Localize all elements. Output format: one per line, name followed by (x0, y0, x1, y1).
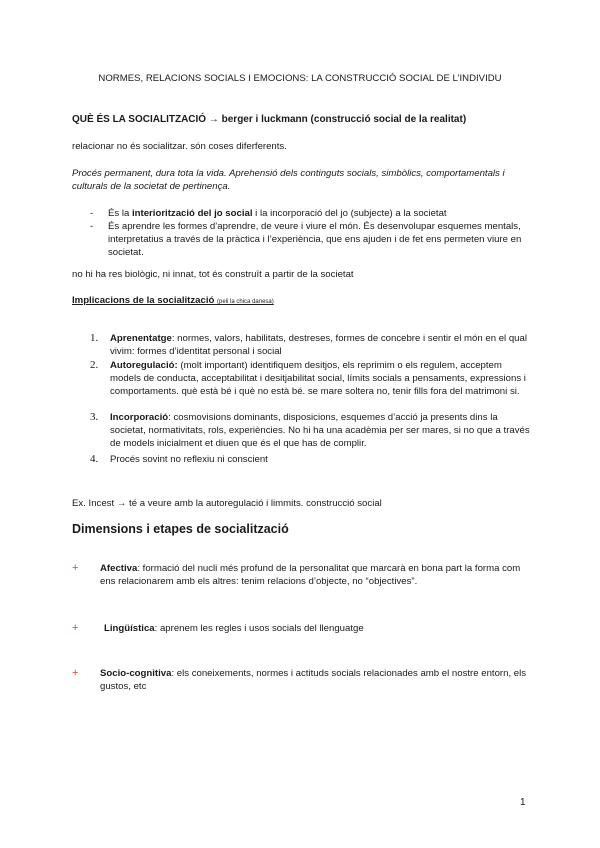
page-number: 1 (520, 797, 526, 808)
dash-marker: - (90, 221, 94, 232)
dimensions-heading: Dimensions i etapes de socialització (72, 522, 289, 536)
numbered-item-1: 1. Aprenentatge: normes, valors, habilitats, destreses, formes de concebre i sentir el món en el qual vivim: formes d’identitat personal i social (90, 332, 527, 357)
dash-item-1: - És la interiorització del jo social i la incorporació del jo (subjecte) a la societat (90, 208, 447, 219)
implicacions-heading: Implicacions de la socialització (peli la chica danesa) (72, 295, 274, 306)
dimension-item-afectiva: Afectiva: formació del nucli més profund de la personalitat que marcarà en bona part la forma com ens relacionarem amb els altres: tenim relacions d’objecte, no “objectives”. (100, 563, 521, 587)
document-title: NORMES, RELACIONS SOCIALS I EMOCIONS: LA CONSTRUCCIÓ SOCIAL DE L’INDIVIDU (98, 73, 502, 84)
example-line: Ex. Incest → té a veure amb la autoregulació i limmits. construcció social (72, 498, 382, 509)
paragraph-relacionar: relacionar no és socialitzar. són coses diferferents. (72, 141, 287, 152)
plus-bullet-icon: + (72, 667, 79, 679)
dash-marker: - (90, 208, 94, 219)
numbered-item-3: 3. Incorporació: cosmovisions dominants, disposicions, esquemes d’acció ja presents dins la societat, normativitats, rols, experiències. No hi ha una acadèmia per ser mares, si no que a través de models inicialment et diuen que és el que has de complir. (90, 411, 530, 449)
dimension-item-linguistica: Lingüística: aprenem les regles i usos socials del llenguatge (104, 623, 364, 634)
section-heading-socialitzacio: QUÈ ÉS LA SOCIALITZACIÓ → berger i luckmann (construcció social de la realitat) (72, 114, 467, 125)
numbered-item-4: 4. Procés sovint no reflexiu ni conscient (90, 453, 268, 465)
paragraph-biologic: no hi ha res biològic, ni innat, tot és construït a partir de la societat (72, 269, 354, 280)
implicacions-note: (peli la chica danesa) (217, 299, 274, 305)
dimension-item-sociocognitiva: Socio-cognitiva: els coneixements, normes i actituds socials relacionades amb el nostre entorn, els gustos, etc (100, 668, 527, 692)
plus-bullet-icon: + (72, 562, 79, 574)
plus-bullet-icon: + (72, 622, 79, 634)
numbered-item-2: 2. Autoregulació: (molt important) identifiquem desitjos, els reprimim o els regulem, acceptem models de conducta, acceptabilitat i desitjabilitat social, límits socials a pensaments, expressions i comportaments. què està bé i què no està bé. se mare soltera no, tenir fills fora del matrimoni si. (90, 359, 526, 397)
definition-italic: Procés permanent, dura tota la vida. Aprehensió dels continguts socials, simbòlics, comportamentals i culturals de la societat de pertinença. (72, 168, 505, 192)
dash-item-2: - És aprendre les formes d’aprendre, de veure i viure el món. És desenvolupar esquemes mentals, interpretatius a través de la pràctica i l’experiència, que ens ajuden i de fet ens permeten viure en societat. (90, 221, 522, 258)
